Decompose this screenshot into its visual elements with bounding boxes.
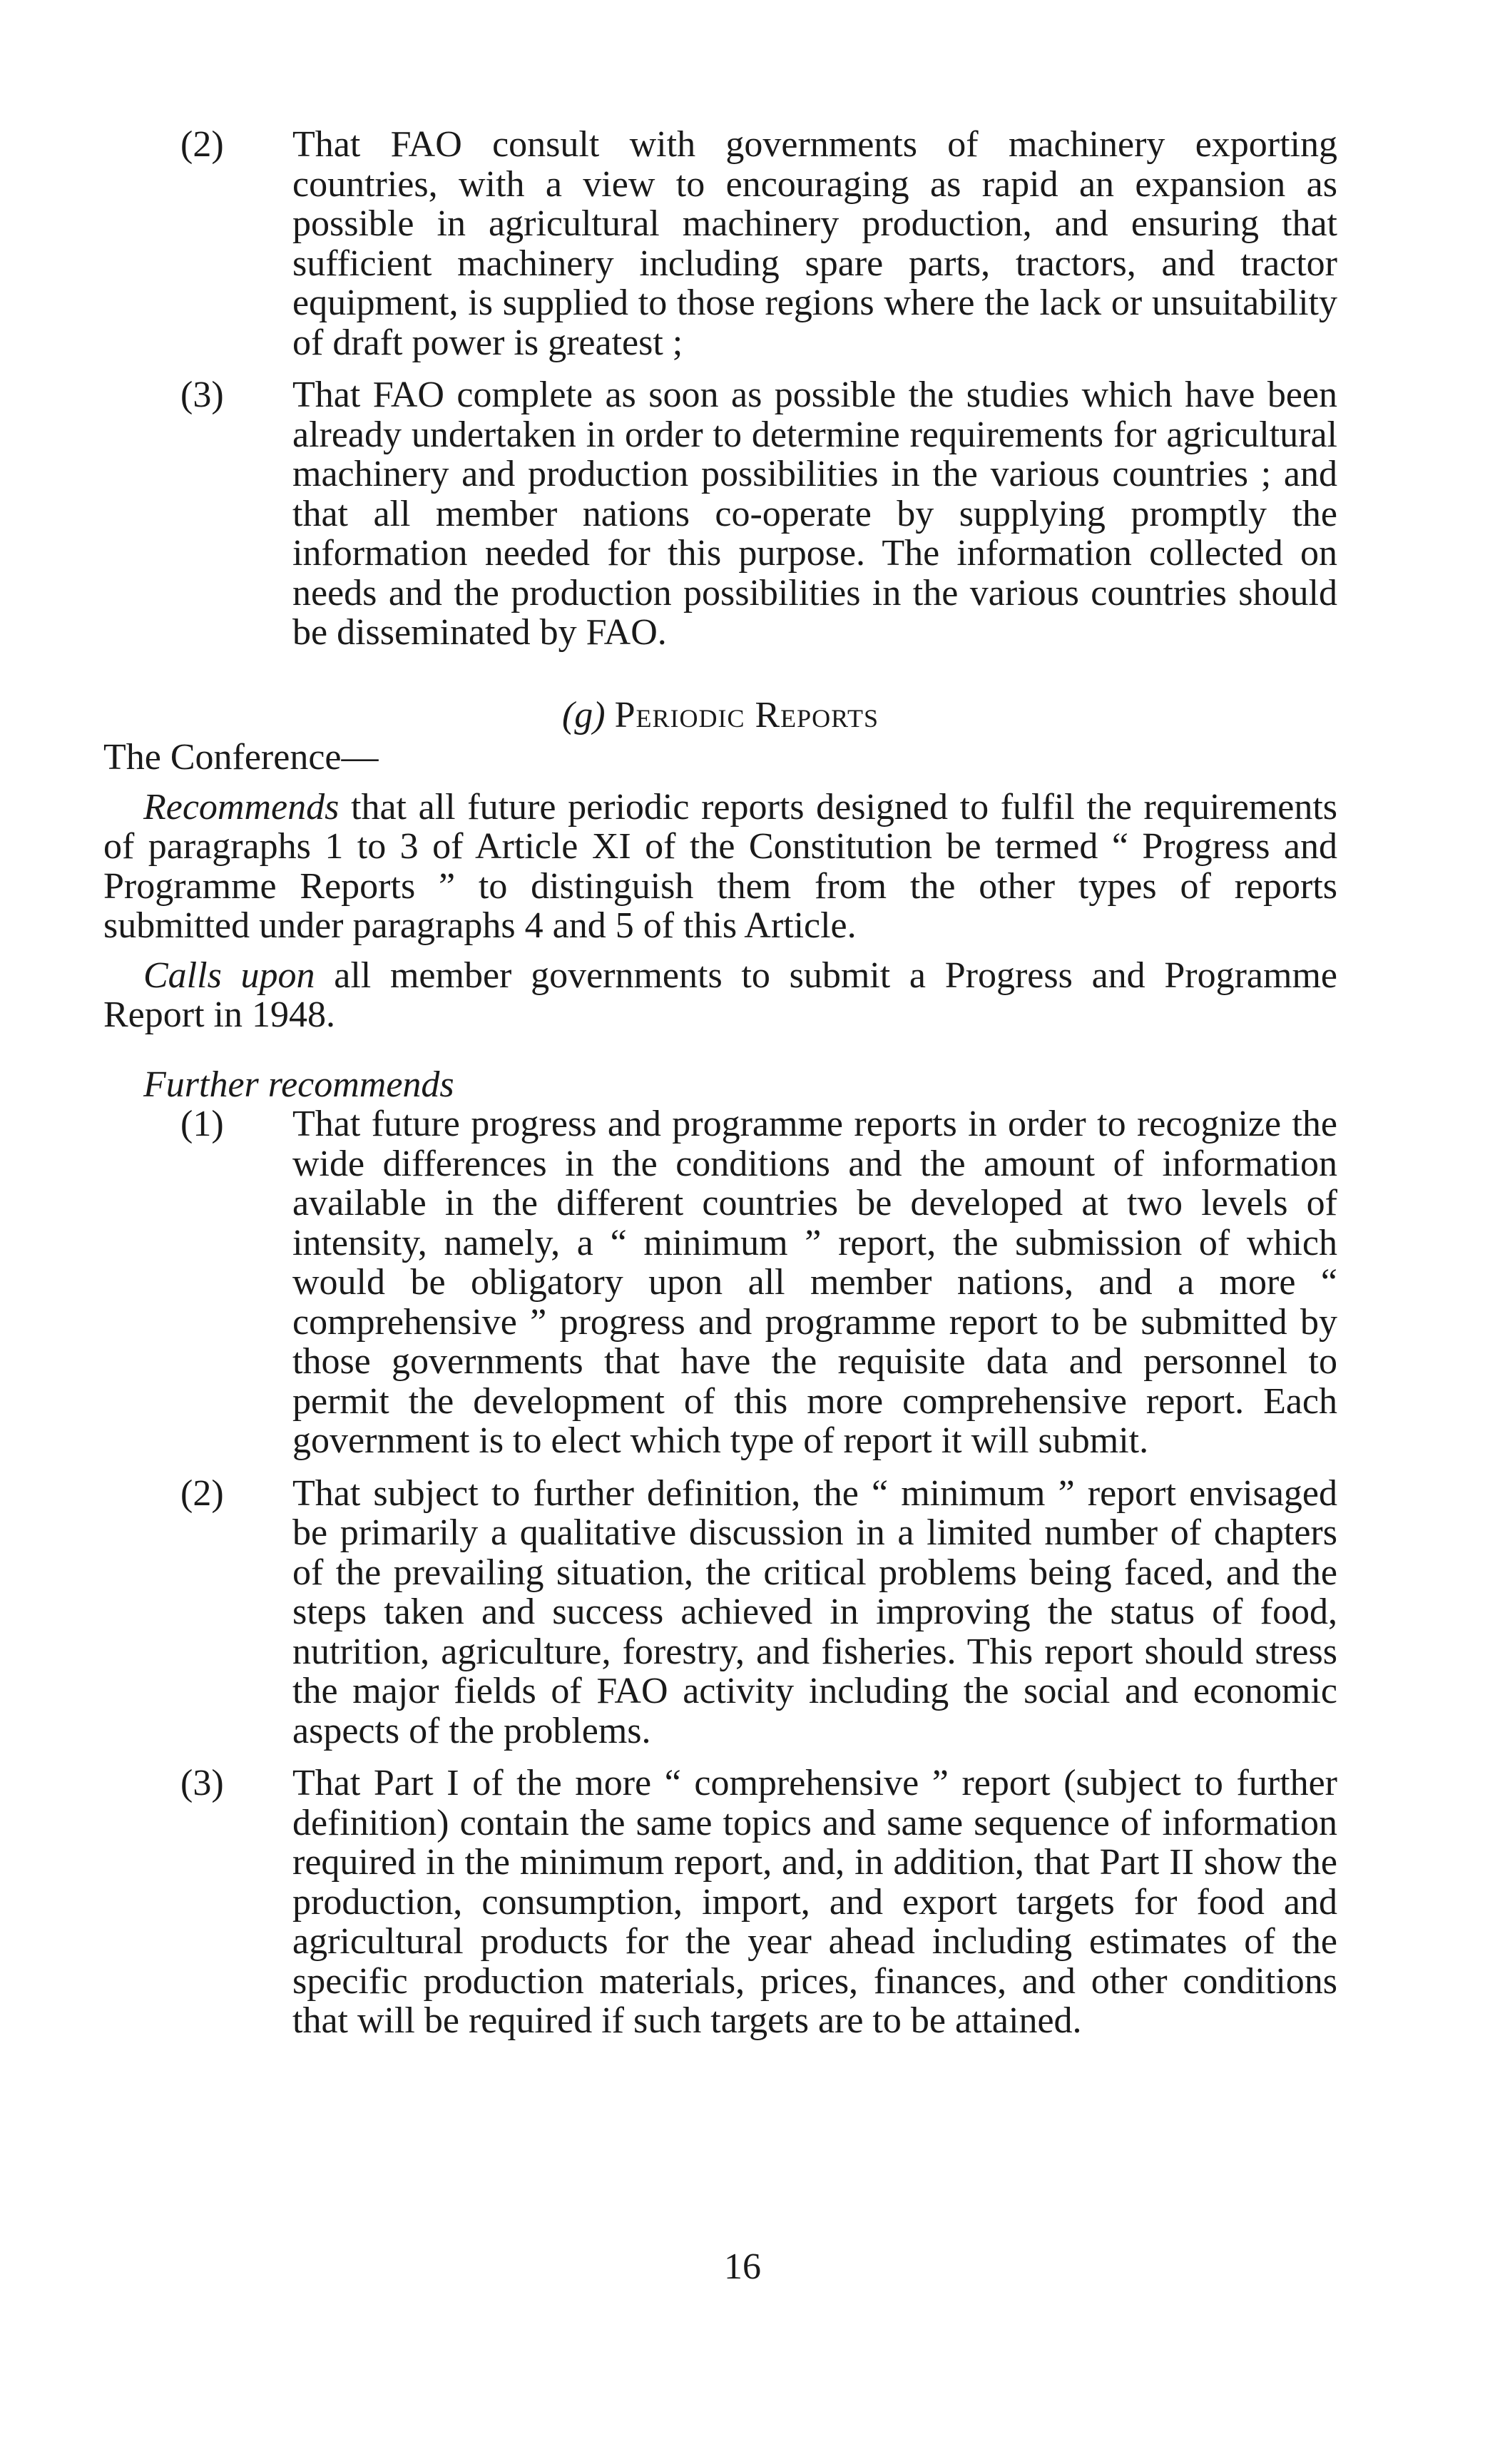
- item-text: That FAO complete as soon as possible the studies which have been already undertaken in order to determine requirements for agricultural machinery and production possibilities in the various countries ; and that all member nations co-operate by supplying promptly the information needed for this purpose. The information collected on needs and the production possibilities in the various countries should be disseminated by FAO.: [292, 375, 1337, 653]
- document-page: [103, 125, 1337, 2041]
- section-letter: (g): [561, 694, 606, 735]
- calls-upon-label: Calls upon: [143, 954, 315, 996]
- item-number: (3): [180, 375, 224, 415]
- list-item: [103, 1474, 1337, 1751]
- recommends-paragraph: [103, 788, 1337, 946]
- item-number: (2): [180, 1472, 224, 1514]
- recommends-label: Recommends: [143, 786, 340, 828]
- numbered-list-bottom: [103, 1104, 1337, 2041]
- item-text: That subject to further definition, the “ minimum ” report envisaged be primarily a qualitative discussion in a limited number of chapters of the prevailing situation, the critical problems being faced, and the steps taken and success achieved in improving the status of food, nutrition, agriculture, forestry, and fisheries. This report should stress the major fields of FAO activity including the social and economic aspects of the problems.: [292, 1472, 1337, 1751]
- item-text: That future progress and programme reports in order to recognize the wide differences in the conditions and the amount of information available in the different countries be developed at two levels of intensity, namely, a “ minimum ” report, the submission of which would be obligatory upon all member nations, and a more “ comprehensive ” progress and programme report to be submitted by those governments that have the requisite data and personnel to permit the development of this more comprehensive report. Each government is to elect which type of report it will submit.: [292, 1104, 1337, 1461]
- list-item: [103, 1763, 1337, 2041]
- item-number: (2): [180, 124, 224, 165]
- further-recommends-heading: Further recommends: [143, 1064, 454, 1105]
- item-text: That FAO consult with governments of machinery exporting countries, with a view to encouraging as rapid an expansion as possible in agricultural machinery production, and ensuring that sufficient machinery including spare parts, tractors, and tractor equipment, is supplied to those regions where the lack or unsuitability of draft power is greatest ;: [292, 124, 1337, 363]
- calls-upon-paragraph: [103, 956, 1337, 1035]
- item-number: (3): [180, 1763, 224, 1803]
- list-item: [103, 1104, 1337, 1461]
- section-heading: [103, 696, 1337, 735]
- page-number: 16: [724, 2246, 761, 2287]
- list-item: [103, 375, 1337, 653]
- section-title: Periodic Reports: [614, 694, 879, 735]
- numbered-list-top: [103, 125, 1337, 653]
- calls-upon-text: all member governments to submit a Progress and Programme Report in 1948.: [103, 954, 1337, 1035]
- item-text: That Part I of the more “ comprehensive ” report (subject to further definition) contain the same topics and same sequence of information required in the minimum report, and, in addition, that Part II show the production, consumption, import, and export targets for food and agricultural products for the year ahead including estimates of the specific production materials, prices, finances, and other conditions that will be required if such targets are to be attained.: [292, 1763, 1337, 2041]
- recommends-text: that all future periodic reports designed to fulfil the requirements of paragraphs 1 to 3 of Article XI of the Constitution be termed “ Progress and Programme Reports ” to distinguish them from the other types of reports submitted under paragraphs 4 and 5 of this Article.: [103, 786, 1338, 946]
- item-number: (1): [180, 1104, 224, 1144]
- list-item: [103, 125, 1337, 362]
- conference-intro: The Conference—: [103, 737, 379, 778]
